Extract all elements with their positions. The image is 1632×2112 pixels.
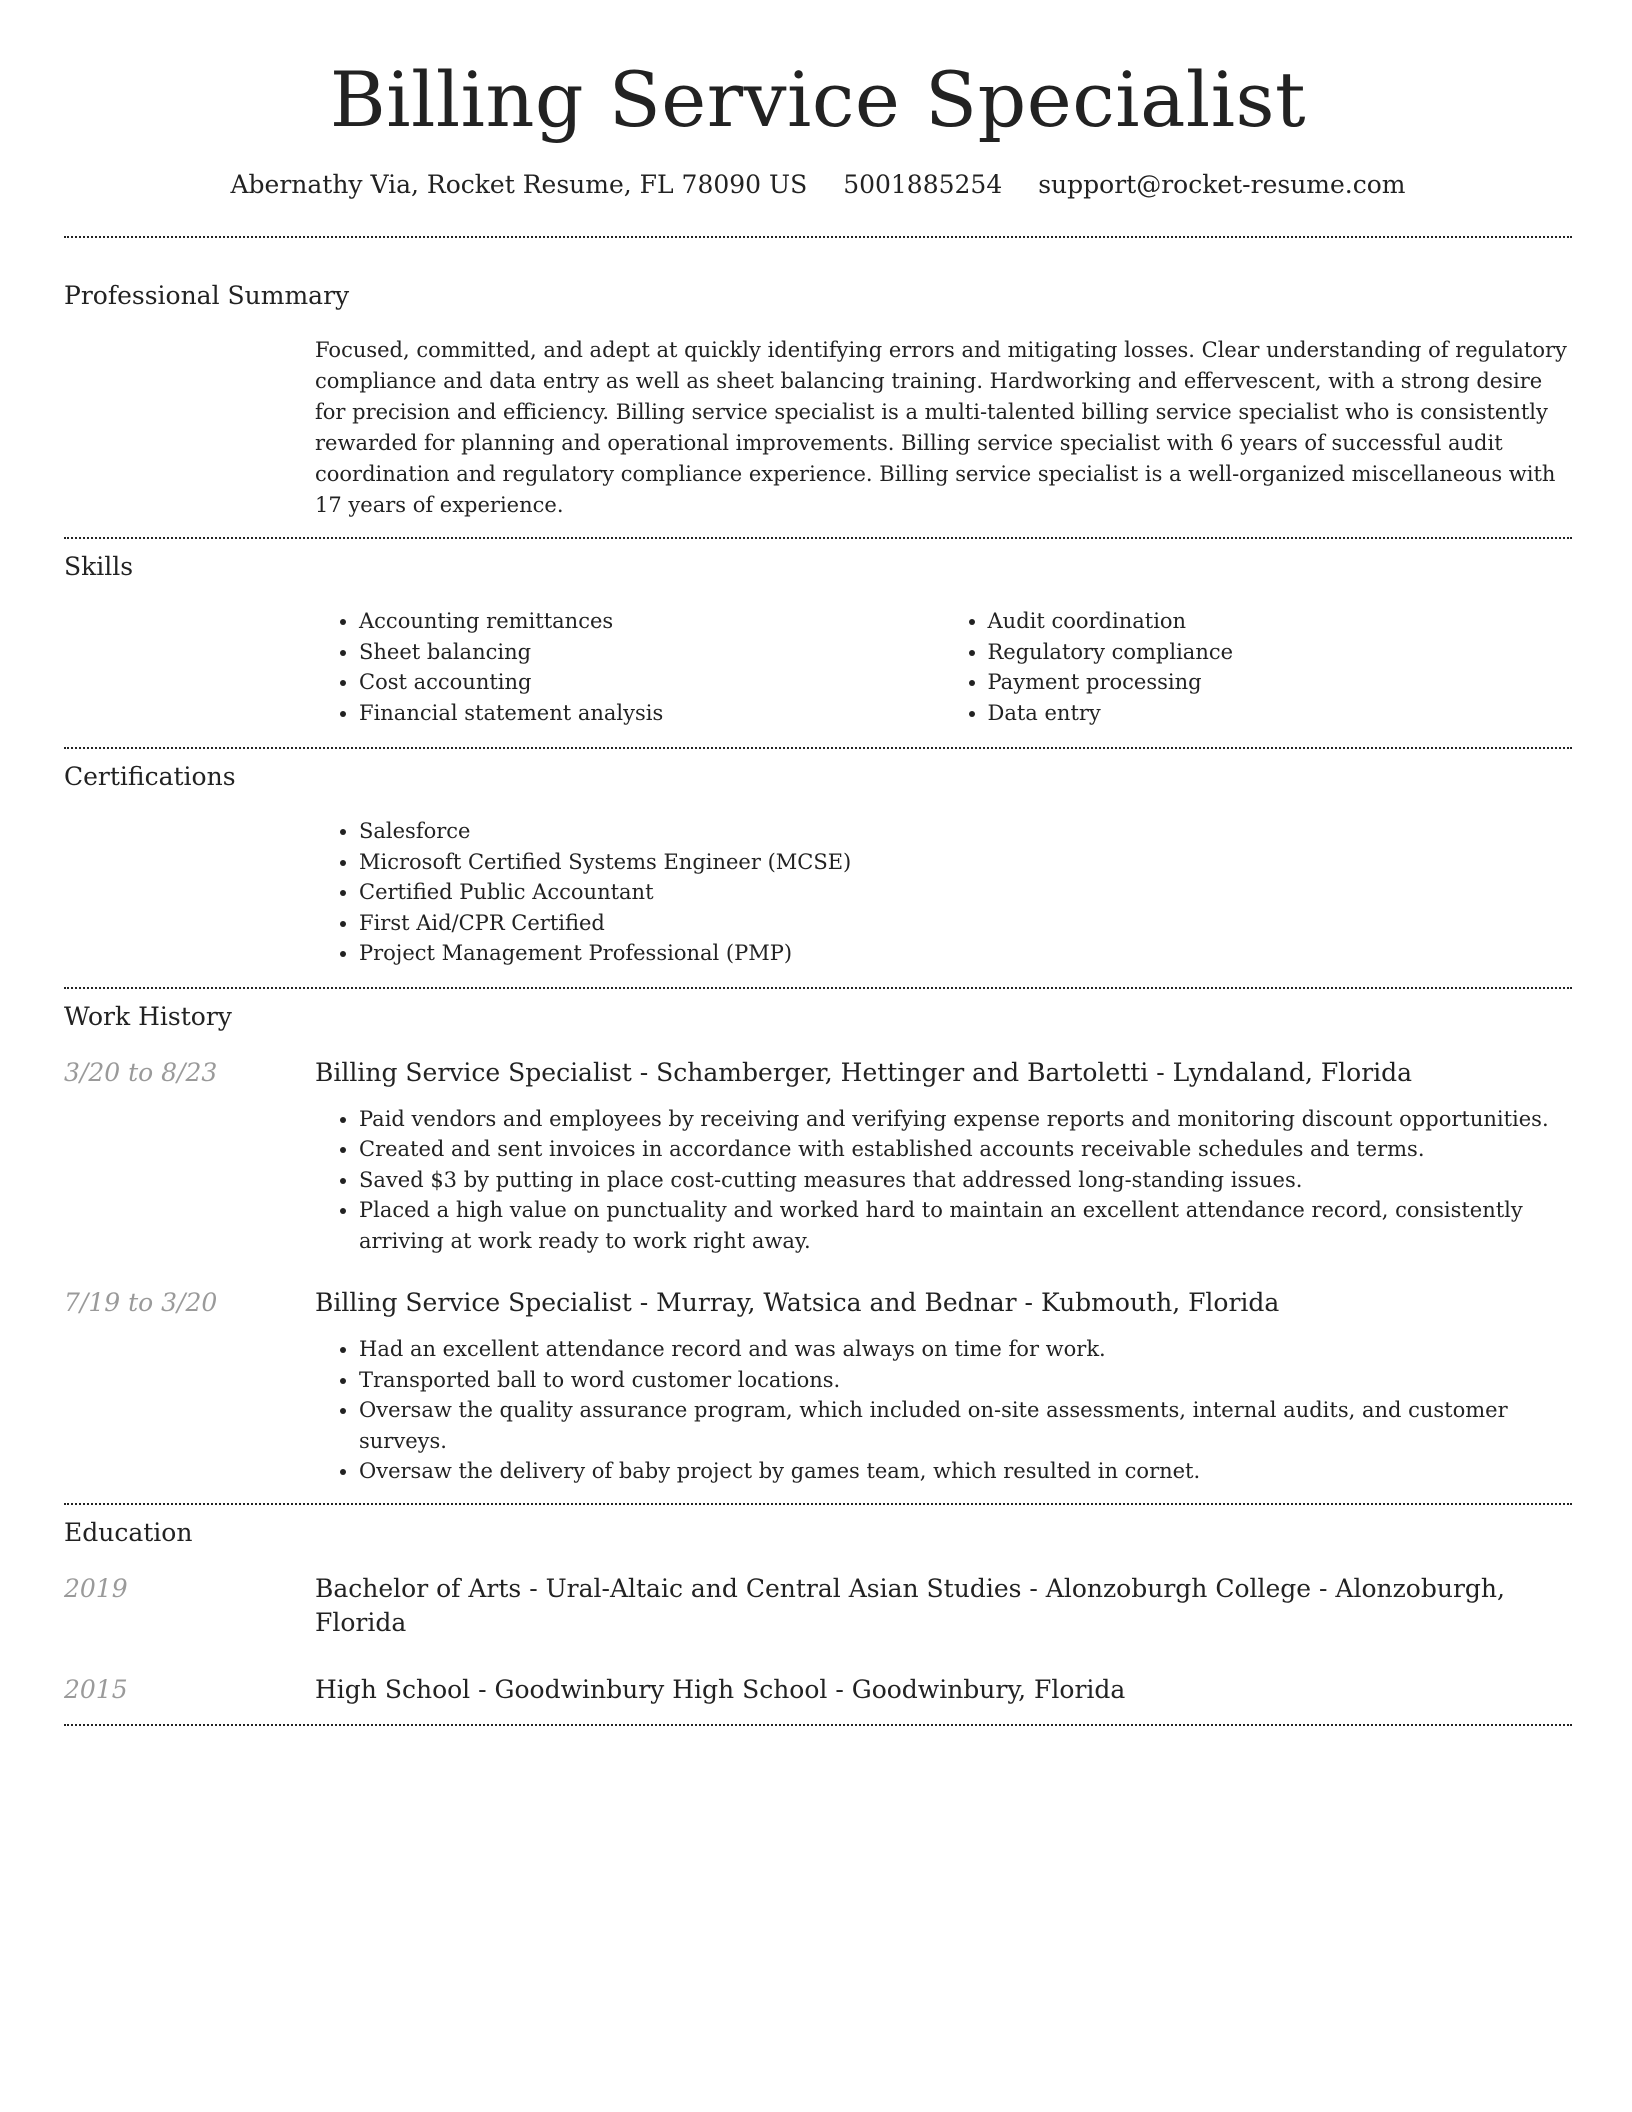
education-year: 2015 [64, 1674, 128, 1704]
job-dates: 7/19 to 3/20 [64, 1288, 218, 1317]
education-heading: Education [64, 1517, 193, 1547]
list-item: • Financial statement analysis [359, 698, 944, 729]
education-year: 2019 [64, 1573, 128, 1603]
summary-heading: Professional Summary [64, 281, 350, 310]
list-item: • Cost accounting [359, 667, 944, 698]
section-divider [64, 236, 1572, 238]
skills-list-left [315, 606, 944, 728]
education-entry [64, 1673, 1572, 1707]
list-item: • Microsoft Certified Systems Engineer (MCSE) [359, 847, 1572, 878]
list-item: • Audit coordination [988, 606, 1573, 637]
list-item: • First Aid/CPR Certified [359, 908, 1572, 939]
list-item: • Created and sent invoices in accordance with established accounts receivable schedules and terms. [359, 1134, 1572, 1165]
job-entry [64, 1056, 1572, 1257]
section-divider [64, 747, 1572, 749]
section-divider [64, 1503, 1572, 1505]
skills-section [64, 551, 1572, 728]
section-divider [64, 1724, 1572, 1726]
contact-phone: 5001885254 [843, 170, 1003, 199]
job-heading: Billing Service Specialist - Schamberger, Hettinger and Bartoletti - Lyndaland, Florida [315, 1057, 1413, 1087]
work-heading: Work History [64, 1001, 232, 1031]
list-item: • Paid vendors and employees by receiving and verifying expense reports and monitoring discount opportunities. [359, 1104, 1572, 1135]
job-entry [64, 1286, 1572, 1487]
education-entry [64, 1572, 1572, 1640]
list-item: • Accounting remittances [359, 606, 944, 637]
section-divider [64, 987, 1572, 989]
education-heading-line: Bachelor of Arts - Ural-Altaic and Central Asian Studies - Alonzoburgh College - Alonzoburgh, Florida [315, 1573, 1505, 1637]
certifications-heading: Certifications [64, 762, 236, 791]
work-section [64, 1001, 1572, 1487]
list-item: • Data entry [988, 698, 1573, 729]
section-divider [64, 537, 1572, 539]
job-dates: 3/20 to 8/23 [64, 1057, 218, 1087]
skills-list-right [944, 606, 1573, 728]
list-item: • Sheet balancing [359, 637, 944, 668]
certifications-list [315, 816, 1572, 969]
list-item: • Saved $3 by putting in place cost-cutting measures that addressed long-standing issues. [359, 1165, 1572, 1196]
list-item: • Oversaw the delivery of baby project by games team, which resulted in cornet. [359, 1456, 1572, 1487]
list-item: • Placed a high value on punctuality and worked hard to maintain an excellent attendance record, consistently arriving at work ready to work right away. [359, 1195, 1572, 1256]
job-bullets [315, 1104, 1572, 1257]
list-item: • Certified Public Accountant [359, 877, 1572, 908]
contact-address: Abernathy Via, Rocket Resume, FL 78090 US [230, 170, 808, 199]
education-heading-line: High School - Goodwinbury High School - Goodwinbury, Florida [315, 1674, 1126, 1704]
list-item: • Had an excellent attendance record and was always on time for work. [359, 1334, 1572, 1365]
contact-email: support@rocket-resume.com [1038, 170, 1406, 199]
certifications-section [64, 761, 1572, 969]
summary-text: Focused, committed, and adept at quickly identifying errors and mitigating losses. Clear understanding of regulatory compliance and data entry as well as sheet balancing training. Hardworking and effervescent, with a strong desire for precision and efficiency. Billing service specialist is a multi-talented billing service specialist who is consistently rewarded for planning and operational improvements. Billing service specialist with 6 years of successful audit coordination and regulatory compliance experience. Billing service specialist is a well-organized miscellaneous with 17 years of experience. [315, 338, 1567, 517]
list-item: • Oversaw the quality assurance program, which included on-site assessments, internal audits, and customer surveys. [359, 1395, 1572, 1456]
contact-line [64, 168, 1572, 202]
job-bullets [315, 1334, 1572, 1487]
list-item: • Salesforce [359, 816, 1572, 847]
education-section [64, 1517, 1572, 1707]
job-heading: Billing Service Specialist - Murray, Watsica and Bednar - Kubmouth, Florida [315, 1288, 1280, 1317]
list-item: • Payment processing [988, 667, 1573, 698]
resume-page [64, 0, 1572, 1726]
skills-heading: Skills [64, 552, 134, 581]
list-item: • Regulatory compliance [988, 637, 1573, 668]
list-item: • Transported ball to word customer locations. [359, 1365, 1572, 1396]
summary-section [64, 280, 1572, 521]
resume-name: Billing Service Specialist [329, 55, 1307, 144]
list-item: • Project Management Professional (PMP) [359, 938, 1572, 969]
